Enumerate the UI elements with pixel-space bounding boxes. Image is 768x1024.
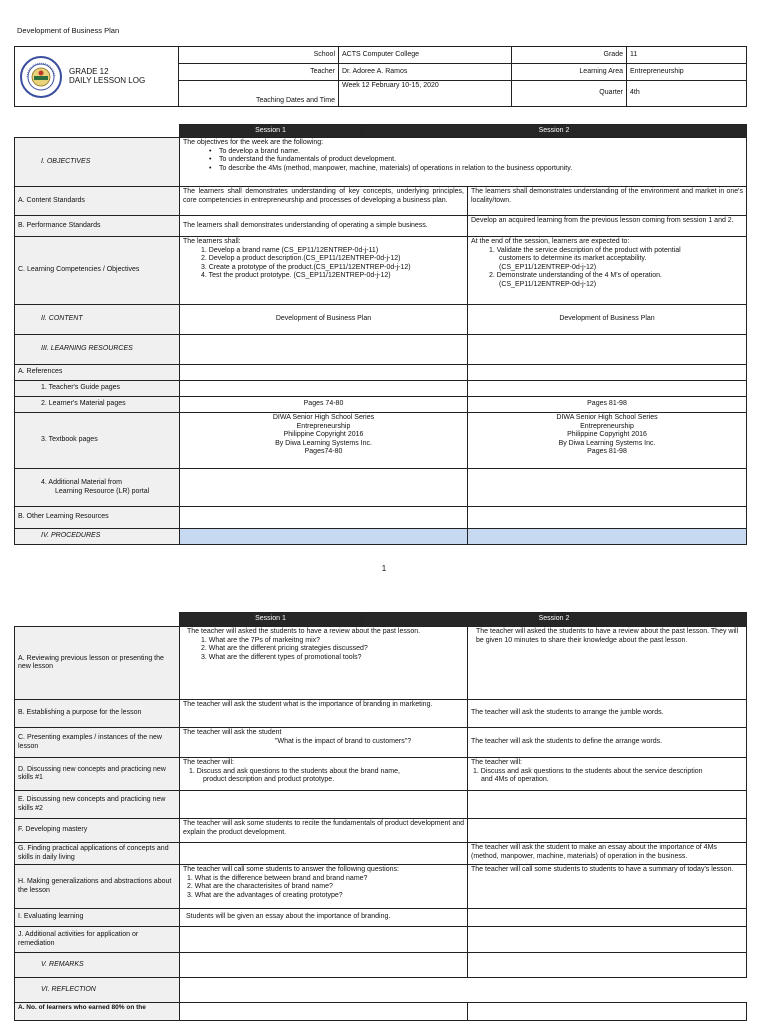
learning-area-label: Learning Area: [512, 64, 627, 81]
generalizations-line: 1. What is the difference between brand and brand name?: [187, 874, 368, 882]
concepts-line: and 4Ms of operation.: [481, 776, 549, 783]
textbook-session-1: [180, 413, 468, 469]
header-table: [14, 46, 747, 107]
concepts-line: The teacher will:: [183, 759, 234, 766]
practical-applications-session-2: The teacher will ask the student to make an essay about the importance of 4Ms (method, manpower, machine, materials) of operation in the business.: [468, 843, 747, 865]
school-label: School: [179, 47, 339, 64]
reflection-label: VI. REFLECTION: [15, 978, 180, 1003]
generalizations-label: H. Making generalizations and abstractions about the lesson: [15, 865, 180, 909]
dates-label: Teaching Dates and Time: [179, 81, 339, 107]
reviewing-lesson-label: A. Reviewing previous lesson or presenting the new lesson: [15, 627, 180, 700]
learners-material-label: 2. Learner's Material pages: [15, 397, 180, 413]
document-title: Development of Business Plan: [17, 26, 120, 35]
textbook-label: 3. Textbook pages: [15, 413, 180, 469]
review-question: 3. What are the different types of promotional tools?: [201, 653, 362, 661]
competency-item: 2. Develop a product description.(CS_EP11/12ENTREP-0d-j-12): [201, 255, 401, 262]
concepts-line: 1. Discuss and ask questions to the students about the service description: [473, 767, 703, 775]
examples-line: The teacher will ask the student: [183, 729, 282, 736]
objective-item: • To develop a brand name.: [183, 148, 743, 157]
dates-value: Week 12 February 10-15, 2020: [339, 81, 512, 107]
generalizations-line: 2. What are the characterisites of brand name?: [187, 883, 333, 890]
competencies-intro: The learners shall:: [183, 238, 241, 245]
grade-title: GRADE 12: [69, 67, 109, 76]
practical-applications-label: G. Finding practical applications of concepts and skills in daily living: [15, 843, 180, 865]
session-1-header: Session 1: [180, 125, 362, 138]
teacher-label: Teacher: [179, 64, 339, 81]
content-label: II. CONTENT: [15, 305, 180, 335]
other-resources-label: B. Other Learning Resources: [15, 507, 180, 529]
reviewing-lesson-session-1: [180, 627, 468, 700]
teachers-guide-label: 1. Teacher's Guide pages: [15, 381, 180, 397]
examples-session-1: [180, 728, 468, 758]
learners-material-session-2: Pages 81-98: [468, 397, 747, 413]
objectives-label: I. OBJECTIVES: [15, 138, 180, 187]
quarter-value: 4th: [627, 81, 747, 107]
textbook-line: Entrepreneurship: [296, 422, 351, 430]
teacher-value: Dr. Adoree A. Ramos: [339, 64, 512, 81]
performance-standards-session-1: The learners shall demonstrates understanding of operating a simple business.: [180, 216, 468, 237]
lesson-log-page-1: [14, 124, 747, 545]
examples-label: C. Presenting examples / instances of the new lesson: [15, 728, 180, 758]
competency-item: 1. Develop a brand name (CS_EP11/12ENTREP-0d-j-11): [201, 246, 379, 254]
competencies-session-1: [180, 237, 468, 305]
concepts-line: The teacher will:: [471, 759, 522, 766]
header-logo-cell: [15, 47, 179, 107]
content-standards-session-2: The learners shall demonstrates understanding of the environment and market in one's locality/town.: [468, 187, 747, 216]
objectives-intro: The objectives for the week are the following:: [183, 139, 324, 146]
examples-session-2: The teacher will ask the students to define the arrange words.: [468, 728, 747, 758]
purpose-label: B. Establishing a purpose for the lesson: [15, 700, 180, 728]
references-label: A. References: [15, 365, 180, 381]
grade-label: Grade: [512, 47, 627, 64]
page-number: 1: [381, 564, 387, 573]
generalizations-line: 3. What are the advantages of creating prototype?: [187, 891, 343, 899]
content-standards-session-1: The learners shall demonstrates understanding of key concepts, underlying principles, core competencies in entrepreneurship and processes of developing a business plan.: [180, 187, 468, 216]
reviewing-lesson-session-2: The teacher will asked the students to have a review about the past lesson. They will be given 10 minutes to share their knowledge about the past lesson.: [468, 627, 747, 700]
evaluating-learning-label: I. Evaluating learning: [15, 909, 180, 927]
competencies-session-2: [468, 237, 747, 305]
examples-line: "What is the impact of brand to customers"?: [275, 737, 412, 745]
new-concepts-1-session-2: [468, 758, 747, 791]
new-concepts-1-label: D. Discussing new concepts and practicing new skills #1: [15, 758, 180, 791]
procedures-label: IV. PROCEDURES: [15, 529, 180, 545]
session-2-header: Session 2: [362, 125, 747, 138]
generalizations-session-1: [180, 865, 468, 909]
objectives-cell: [180, 138, 747, 187]
generalizations-line: The teacher will call some students to answer the following questions:: [183, 866, 399, 873]
school-value: ACTS Computer College: [339, 47, 512, 64]
new-concepts-1-session-1: [180, 758, 468, 791]
textbook-line: DIWA Senior High School Series: [556, 414, 658, 421]
textbook-line: Philippine Copyright 2016: [283, 431, 364, 438]
competency-item: 3. Create a prototype of the product.(CS_EP11/12ENTREP-0d-j-12): [201, 263, 411, 271]
lesson-log-page-2: [14, 612, 747, 1021]
lr-portal-label-line: 4. Additional Material from: [41, 479, 122, 486]
objective-item: • To describe the 4Ms (method, manpower, machine, materials) of operations in relation to the business opportunity.: [183, 165, 743, 174]
developing-mastery-session-1: The teacher will ask some students to recite the fundamentals of product development and explain the product development.: [180, 819, 468, 843]
textbook-line: Pages74-80: [304, 448, 343, 455]
performance-standards-label: B. Performance Standards: [15, 216, 180, 237]
competencies-intro: At the end of the session, learners are expected to:: [471, 238, 630, 245]
session-1-header: Session 1: [180, 613, 362, 627]
grade-value: 11: [627, 47, 747, 64]
lr-portal-label: [15, 469, 180, 507]
textbook-session-2: [468, 413, 747, 469]
learners-material-session-1: Pages 74-80: [180, 397, 468, 413]
learners-80-label: A. No. of learners who earned 80% on the: [15, 1003, 180, 1021]
content-standards-label: A. Content Standards: [15, 187, 180, 216]
concepts-line: product description and product prototype.: [203, 776, 335, 783]
quarter-label: Quarter: [512, 81, 627, 107]
review-question: 2. What are the different pricing strategies discussed?: [201, 645, 368, 652]
lr-portal-label-line: Learning Resource (LR) portal: [55, 487, 150, 495]
competencies-label: C. Learning Competencies / Objectives: [15, 237, 180, 305]
additional-activities-label: J. Additional activities for application or remediation: [15, 927, 180, 953]
textbook-line: Philippine Copyright 2016: [567, 431, 647, 438]
review-question: 1. What are the 7Ps of markeitng mix?: [201, 636, 321, 644]
purpose-session-1: The teacher will ask the student what is the importance of branding in marketing.: [180, 700, 468, 728]
competency-item: 2. Demonstrate understanding of the 4 M's of operation.: [489, 272, 662, 279]
purpose-session-2: The teacher will ask the students to arrange the jumble words.: [468, 700, 747, 728]
new-concepts-2-label: E. Discussing new concepts and practicing new skills #2: [15, 791, 180, 819]
competency-item: (CS_EP11/12ENTREP-0d-j-12): [499, 263, 597, 271]
competency-item: 4. Test the product prototype. (CS_EP11/12ENTREP-0d-j-12): [201, 272, 391, 279]
textbook-line: Entrepreneurship: [580, 422, 634, 430]
textbook-line: By Diwa Learning Systems Inc.: [275, 439, 372, 447]
competency-item: customers to determine its market acceptability.: [499, 255, 647, 262]
session-2-header: Session 2: [362, 613, 747, 627]
content-session-2: Development of Business Plan: [468, 305, 747, 335]
reviewing-intro: The teacher will asked the students to have a review about the past lesson.: [187, 628, 421, 635]
competency-item: (CS_EP11/12ENTREP-0d-j-12): [499, 280, 597, 288]
competency-item: 1. Validate the service description of the product with potential: [489, 246, 681, 254]
concepts-line: 1. Discuss and ask questions to the students about the brand name,: [189, 767, 400, 775]
textbook-line: By Diwa Learning Systems Inc.: [558, 439, 656, 447]
textbook-line: DIWA Senior High School Series: [272, 414, 375, 421]
textbook-line: Pages 81-98: [587, 448, 627, 455]
learning-area-value: Entrepreneurship: [627, 64, 747, 81]
generalizations-session-2: The teacher will call some students to students to have a summary of today's lesson.: [468, 865, 747, 909]
remarks-label: V. REMARKS: [15, 953, 180, 978]
objective-item: • To understand the fundamentals of product development.: [183, 156, 743, 165]
developing-mastery-label: F. Developing mastery: [15, 819, 180, 843]
deped-seal-icon: [19, 55, 63, 99]
performance-standards-session-2: Develop an acquired learning from the previous lesson coming from session 1 and 2.: [468, 216, 747, 237]
content-session-1: Development of Business Plan: [180, 305, 468, 335]
evaluating-learning-session-1: Students will be given an essay about the importance of branding.: [180, 909, 468, 927]
log-title: DAILY LESSON LOG: [69, 75, 146, 85]
learning-resources-label: III. LEARNING RESOURCES: [15, 335, 180, 365]
